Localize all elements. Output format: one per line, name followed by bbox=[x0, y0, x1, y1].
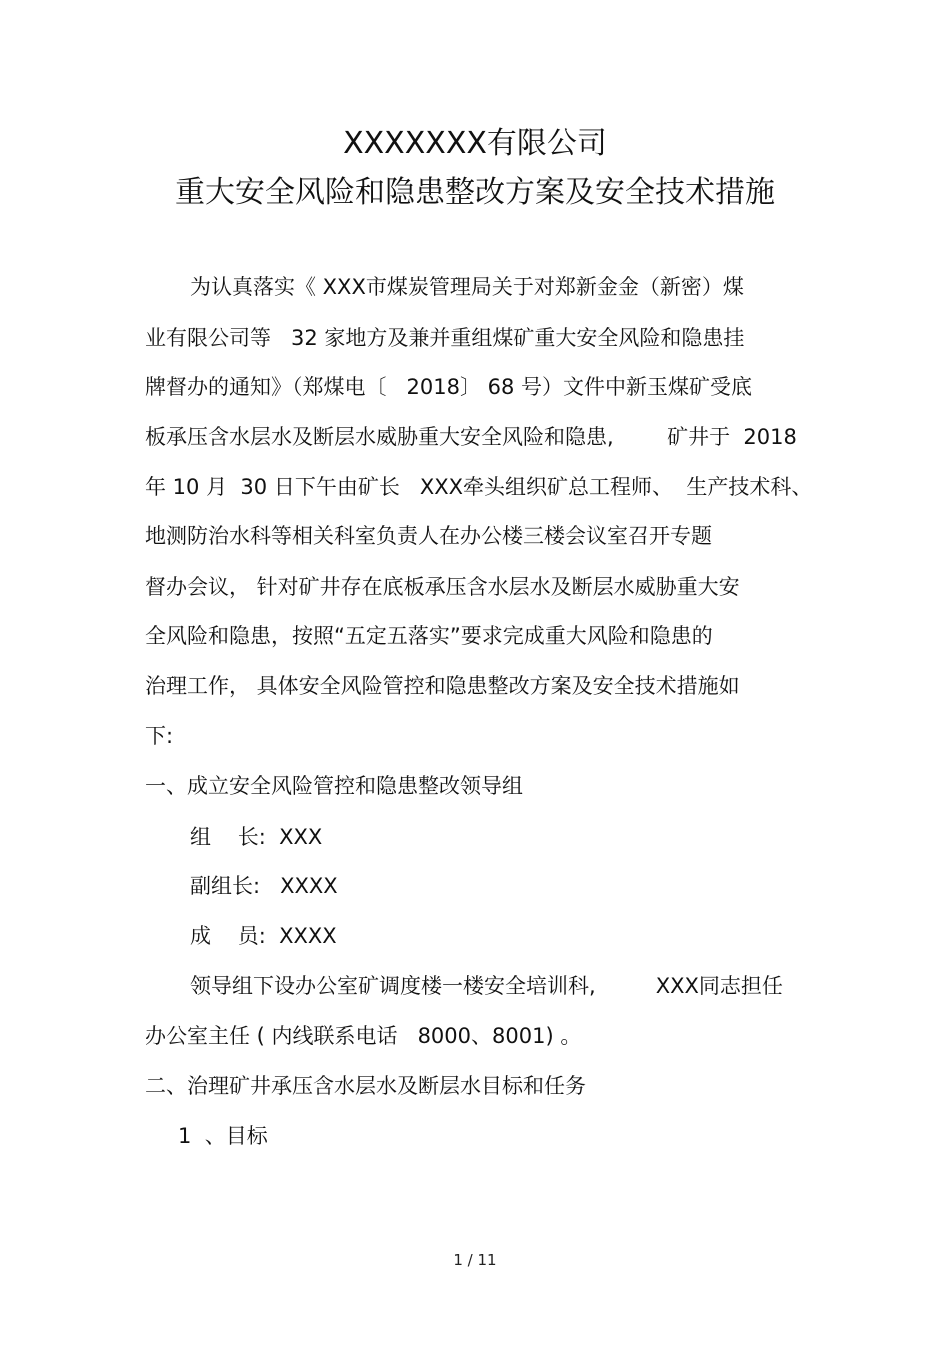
document-main-title: 重大安全风险和隐患整改方案及安全技术措施 bbox=[175, 175, 775, 210]
paragraph-line: 年 10 月 30 日下午由矿长 XXX牵头组织矿总工程师、 生产技术科、 bbox=[145, 475, 813, 499]
page-number: 1 / 11 bbox=[453, 1251, 497, 1269]
paragraph-line: 牌督办的通知》（郑煤电〔 2018〕 68 号）文件中新玉煤矿受底 bbox=[145, 375, 753, 399]
member-deputy-leader: 副组长: XXXX bbox=[190, 874, 338, 898]
member-members: 成 员: XXXX bbox=[190, 924, 337, 948]
paragraph-line: 下: bbox=[145, 724, 174, 748]
paragraph-line: 板承压含水层水及断层水威胁重大安全风险和隐患, 矿井于 2018 bbox=[145, 425, 797, 449]
paragraph-line: 全风险和隐患，按照“五定五落实”要求完成重大风险和隐患的 bbox=[145, 624, 713, 648]
paragraph-line: 领导组下设办公室矿调度楼一楼安全培训科, XXX同志担任 bbox=[190, 974, 783, 998]
paragraph-line: 地测防治水科等相关科室负责人在办公楼三楼会议室召开专题 bbox=[145, 524, 712, 548]
subsection-heading-goal: 1 、目标 bbox=[178, 1124, 268, 1148]
paragraph-line: 为认真落实《 XXX市煤炭管理局关于对郑新金金（新密）煤 bbox=[190, 275, 744, 299]
member-leader: 组 长: XXX bbox=[190, 825, 323, 849]
document-company-title: XXXXXXX有限公司 bbox=[343, 126, 607, 161]
paragraph-line: 办公室主任 ( 内线联系电话 8000、8001) 。 bbox=[145, 1024, 582, 1048]
paragraph-line: 业有限公司等 32 家地方及兼并重组煤矿重大安全风险和隐患挂 bbox=[145, 326, 745, 350]
paragraph-line: 治理工作， 具体安全风险管控和隐患整改方案及安全技术措施如 bbox=[145, 674, 740, 698]
section-heading-targets: 二、治理矿井承压含水层水及断层水目标和任务 bbox=[145, 1074, 586, 1098]
section-heading-leadership: 一、成立安全风险管控和隐患整改领导组 bbox=[145, 774, 523, 798]
paragraph-line: 督办会议， 针对矿井存在底板承压含水层水及断层水威胁重大安 bbox=[145, 575, 740, 599]
